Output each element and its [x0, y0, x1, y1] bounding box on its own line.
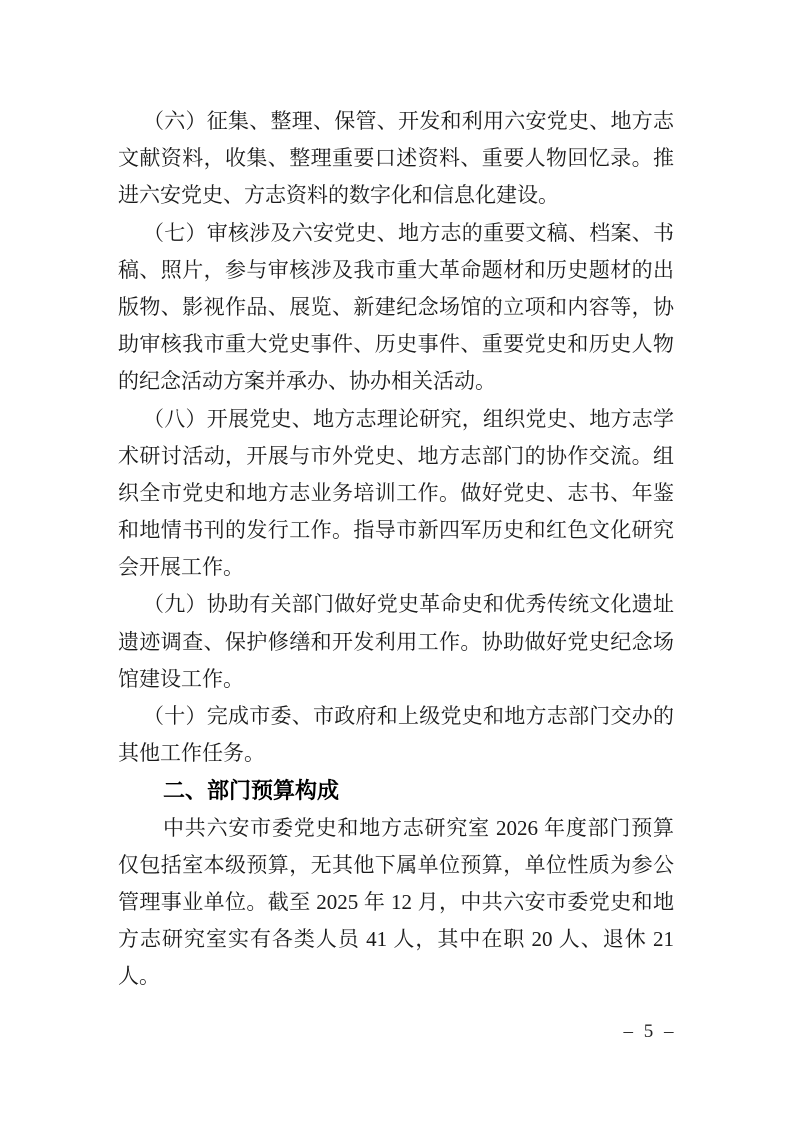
text-line: 中共六安市委党史和地方志研究室 2026 年度部门预算 — [163, 815, 674, 840]
paragraph — [118, 810, 674, 996]
paragraph — [118, 215, 674, 401]
paragraph — [118, 586, 674, 698]
paragraph — [118, 103, 674, 215]
text-line: 管理事业单位。截至 2025 年 12 月，中共六安市委党史和地 — [118, 889, 674, 914]
text-line: 仅包括室本级预算，无其他下属单位预算，单位性质为参公 — [118, 852, 674, 877]
heading-text: 二、部门预算构成 — [163, 778, 340, 804]
text-line: 进六安党史、方志资料的数字化和信息化建设。 — [118, 183, 559, 208]
text-line: 稿、照片，参与审核涉及我市重大革命题材和历史题材的出 — [118, 257, 674, 282]
text-line: 的纪念活动方案并承办、协办相关活动。 — [118, 369, 496, 394]
text-line: 方志研究室实有各类人员 41 人，其中在职 20 人、退休 21 — [118, 927, 674, 952]
text-line: 会开展工作。 — [118, 555, 244, 580]
text-line: （七）审核涉及六安党史、地方志的重要文稿、档案、书 — [143, 220, 674, 245]
text-line: 其他工作任务。 — [118, 741, 265, 766]
text-line: 版物、影视作品、展览、新建纪念场馆的立项和内容等，协 — [118, 294, 674, 319]
section-heading — [118, 772, 674, 809]
text-line: 人。 — [118, 964, 160, 989]
text-line: （八）开展党史、地方志理论研究，组织党史、地方志学 — [143, 406, 674, 431]
text-line: 织全市党史和地方志业务培训工作。做好党史、志书、年鉴 — [118, 480, 674, 505]
text-line: 和地情书刊的发行工作。指导市新四军历史和红色文化研究 — [118, 518, 674, 543]
text-line: （九）协助有关部门做好党史革命史和优秀传统文化遗址 — [143, 592, 674, 617]
text-line: 术研讨活动，开展与市外党史、地方志部门的协作交流。组 — [118, 443, 674, 468]
paragraph — [118, 401, 674, 587]
text-line: 遗迹调查、保护修缮和开发利用工作。协助做好党史纪念场 — [118, 629, 674, 654]
text-line: 文献资料，收集、整理重要口述资料、重要人物回忆录。推 — [118, 146, 674, 171]
page-number: – 5 – — [623, 1021, 677, 1042]
text-line: 馆建设工作。 — [118, 666, 244, 691]
document-body — [118, 103, 674, 996]
text-line: 助审核我市重大党史事件、历史事件、重要党史和历史人物 — [118, 332, 674, 357]
text-line: （十）完成市委、市政府和上级党史和地方志部门交办的 — [143, 704, 674, 728]
paragraph — [118, 698, 674, 772]
text-line: （六）征集、整理、保管、开发和利用六安党史、地方志 — [143, 109, 674, 133]
